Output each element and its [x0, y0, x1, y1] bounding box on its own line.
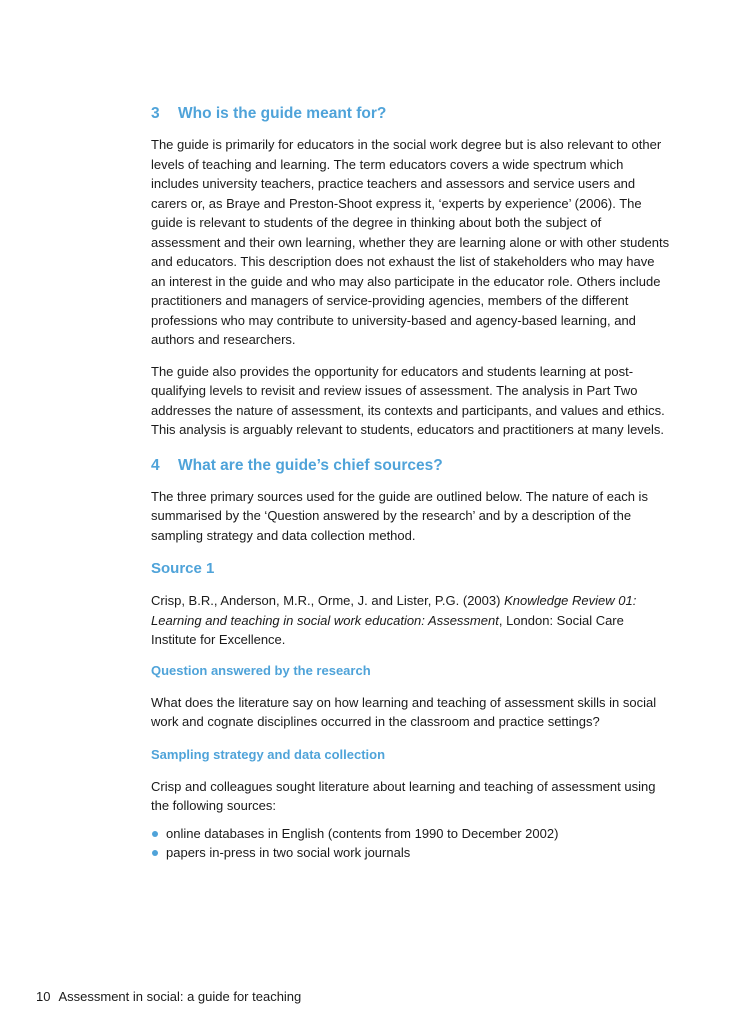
- page-number: 10: [36, 989, 51, 1004]
- section-4-heading: [151, 456, 671, 476]
- citation-title: Knowledge Review 01: Learning and teaching in social work education: Assessment: [151, 593, 637, 628]
- citation-publisher: , London: Social Care Institute for Excellence.: [151, 612, 624, 647]
- citation-authors: Crisp, B.R., Anderson, M.R., Orme, J. and Lister, P.G. (2003): [151, 593, 501, 608]
- footer-title: Assessment in social: a guide for teaching: [58, 989, 302, 1004]
- section-3-number: 3: [151, 105, 160, 122]
- section-3-paragraph-2: The guide also provides the opportunity for educators and students learning at post-qualifying levels to revisit and review issues of assessment. The analysis in Part Two addresses the nature of assessment, its contexts and participants, and values and ethics. This analysis is arguably relevant to students, educators and practitioners at many levels.: [151, 363, 665, 437]
- list-item-text: online databases in English (contents from 1990 to December 2002): [166, 825, 559, 841]
- question-text: What does the literature say on how learning and teaching of assessment skills in social work and cognate disciplines occurred in the classroom and practice settings?: [151, 694, 657, 729]
- sources-list: [151, 824, 671, 863]
- section-3-title: Who is the guide meant for?: [178, 105, 387, 122]
- page-content: [151, 104, 671, 863]
- list-item-text: papers in-press in two social work journals: [166, 845, 411, 860]
- section-3-heading: [151, 104, 671, 124]
- sampling-text: Crisp and colleagues sought literature about learning and teaching of assessment using the following sources:: [151, 778, 656, 813]
- list-item: [151, 824, 671, 844]
- list-item: [151, 843, 671, 863]
- section-4-title: What are the guide’s chief sources?: [178, 456, 443, 474]
- section-3-paragraph-1: The guide is primarily for educators in the social work degree but is also relevant to other levels of teaching and learning. The term educators covers a wide spectrum which includes university teachers, practice teachers and assessors and service users and carers or, as Braye and Preston-Shoot express it, ‘experts by experience’ (2006). The guide is relevant to students of the degree in thinking about both the subject of assessment and their own learning, whether they are learning alone or with other students and educators. This description does not exhaust the list of stakeholders who may have an interest in the guide and who may also participate in the educator role. Others include practitioners and managers of service-providing agencies, members of the different professions who may contribute to university-based and agency-based learning, and authors and researchers.: [151, 137, 670, 347]
- section-4-number: 4: [151, 456, 160, 474]
- source-1-citation: [151, 591, 671, 650]
- sampling-heading: Sampling strategy and data collection: [151, 746, 386, 762]
- bullet-icon: [152, 850, 158, 856]
- question-heading: Question answered by the research: [151, 662, 371, 678]
- section-4-paragraph-1: The three primary sources used for the guide are outlined below. The nature of each is summarised by the ‘Question answered by the research’ and by a description of the sampling strategy and data collection method.: [151, 488, 648, 543]
- bullet-icon: [152, 831, 158, 837]
- page-footer: [36, 988, 301, 1006]
- source-1-heading: Source 1: [151, 560, 215, 577]
